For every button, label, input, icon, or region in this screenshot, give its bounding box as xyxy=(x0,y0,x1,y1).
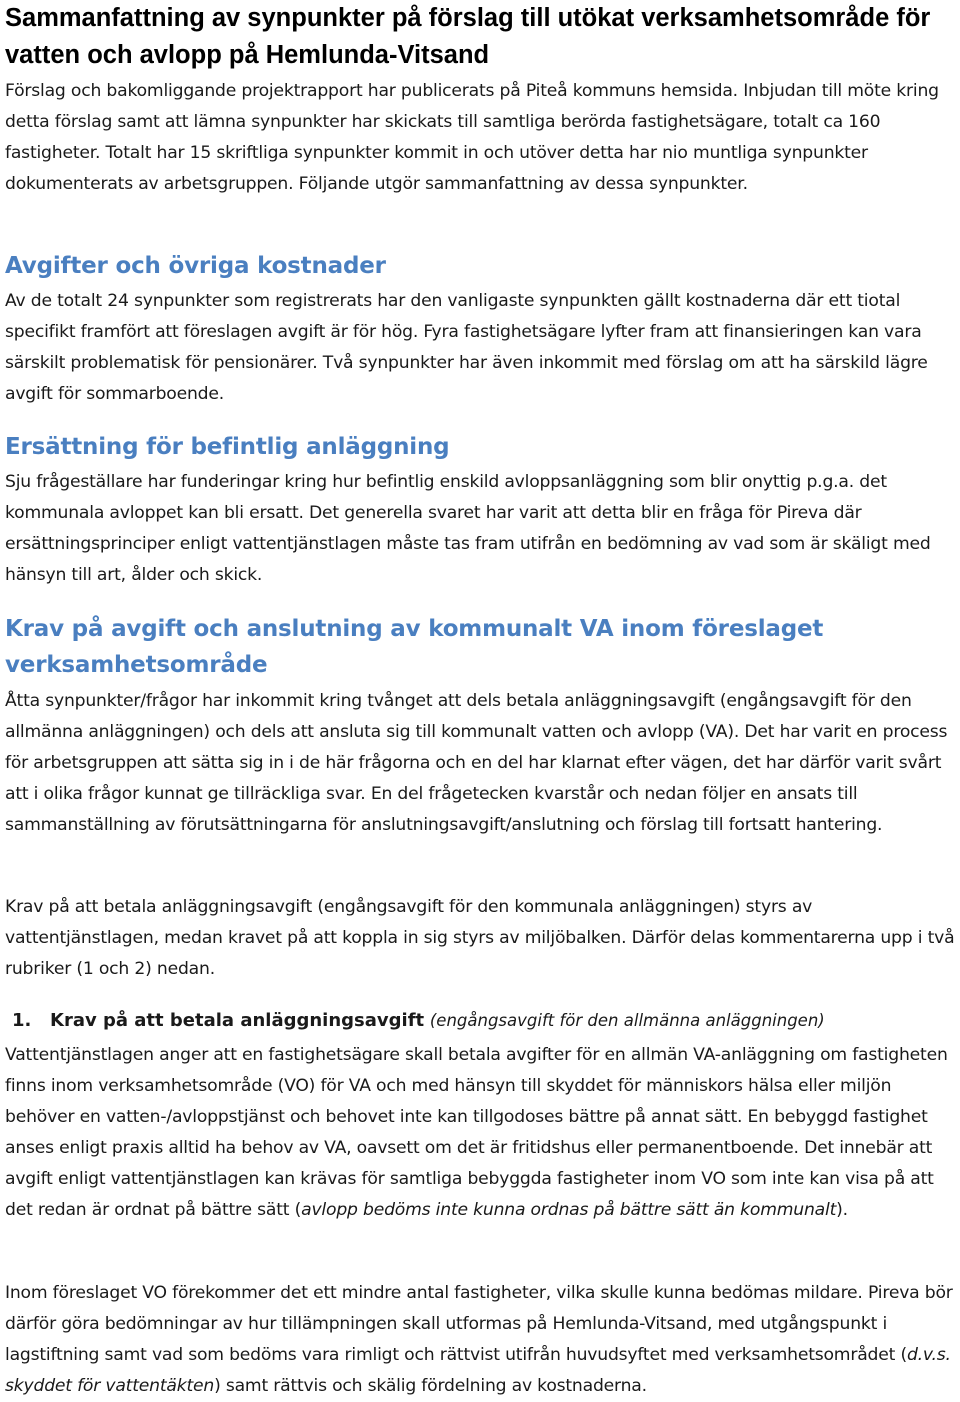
section-heading-fees: Avgifter och övriga kostnader xyxy=(5,253,386,279)
section-heading-compensation: Ersättning för befintlig anläggning xyxy=(5,434,450,460)
item1-p2-italic: d.v.s. skyddet för vattentäkten xyxy=(5,1345,951,1396)
item1-p2-start: Inom föreslaget VO förekommer det ett mindre antal fastigheter, vilka skulle kunna bedömas mildare. Pireva bör därför göra bedömningar av hur tillämpningen skall utformas på Hemlunda-Vitsand, med utgångspunkt i lagstiftning samt vad som bedöms vara rimligt och rättvist utifrån huvudsyftet med verksamhetsområdet ( xyxy=(5,1283,953,1365)
section-body-fees: Av de totalt 24 synpunkter som registrerats har den vanligaste synpunkten gällt kostnaderna där ett tiotal specifikt framfört att föreslagen avgift är för hög. Fyra fastighetsägare lyfter fram att finansieringen kan vara särskilt problematisk för pensionärer. Två synpunkter har även inkommit med förslag om att ha särskild lägre avgift för sommarboende. xyxy=(5,291,928,404)
list-number: 1. xyxy=(12,1010,32,1031)
numbered-heading-note: (engångsavgift för den allmänna anläggningen) xyxy=(429,1011,825,1030)
numbered-heading-1 xyxy=(12,1005,957,1036)
item1-paragraph-2 xyxy=(5,1278,958,1402)
item1-text-italic: avlopp bedöms inte kunna ordnas på bättre sätt än kommunalt xyxy=(301,1200,837,1220)
section-body-compensation: Sju frågeställare har funderingar kring hur befintlig enskild avloppsanläggning som blir onyttig p.g.a. det kommunala avloppet kan bli ersatt. Det generella svaret har varit att detta blir en fråga för Pireva där ersättningsprinciper enligt vattentjänstlagen måste tas fram utifrån en bedömning av vad som är skäligt med hänsyn till art, ålder och skick. xyxy=(5,472,931,585)
item1-p2-end: ) samt rättvis och skälig fördelning av kostnaderna. xyxy=(214,1376,647,1396)
intro-paragraph: Förslag och bakomliggande projektrapport har publicerats på Piteå kommuns hemsida. Inbjudan till möte kring detta förslag samt att lämna synpunkter har skickats till samtliga berörda fastighetsägare, totalt ca 160 fastigheter. Totalt har 15 skriftliga synpunkter kommit in och utöver detta har nio muntliga synpunkter dokumenterats av arbetsgruppen. Följande utgör sammanfattning av dessa synpunkter. xyxy=(5,81,939,194)
section-body-requirements: Åtta synpunkter/frågor har inkommit kring tvånget att dels betala anläggningsavgift (engångsavgift för den allmänna anläggningen) och dels att ansluta sig till kommunalt vatten och avlopp (VA). Det har varit en process för arbetsgruppen att sätta sig in i de här frågorna och en del har klarnat efter vägen, det har därför varit svårt att i olika frågor kunnat ge tillräckliga svar. En del frågetecken kvarstår och nedan följer en ansats till sammanställning av förutsättningarna för anslutningsavgift/anslutning och förslag till fortsatt hantering. xyxy=(5,691,948,835)
item1-text-start: Vattentjänstlagen anger att en fastighetsägare skall betala avgifter för en allmän VA-anläggning om fastigheten finns inom verksamhetsområde (VO) för VA och med hänsyn till skyddet för människors hälsa eller miljön behöver en vatten-/avloppstjänst och behovet inte kan tillgodoses bättre på annat sätt. En bebyggd fastighet anses enligt praxis alltid ha behov av VA, oavsett om det är fritidshus eller permanentboende. Det innebär att avgift enligt vattentjänstlagen kan krävas för samtliga bebyggda fastigheter inom VO som inte kan visa på att det redan är ordnat på bättre sätt ( xyxy=(5,1045,948,1220)
numbered-heading-title: Krav på att betala anläggningsavgift xyxy=(50,1010,425,1031)
page-title: Sammanfattning av synpunkter på förslag till utökat verksamhetsområde för vatten och avlopp på Hemlunda-Vitsand xyxy=(5,4,931,69)
item1-paragraph xyxy=(5,1040,958,1226)
item1-text-end: ). xyxy=(836,1200,848,1220)
section-body-requirements-2: Krav på att betala anläggningsavgift (engångsavgift för den kommunala anläggningen) styrs av vattentjänstlagen, medan kravet på att koppla in sig styrs av miljöbalken. Därför delas kommentarerna upp i två rubriker (1 och 2) nedan. xyxy=(5,897,955,979)
section-heading-requirements: Krav på avgift och anslutning av kommunalt VA inom föreslaget verksamhetsområde xyxy=(5,616,824,678)
